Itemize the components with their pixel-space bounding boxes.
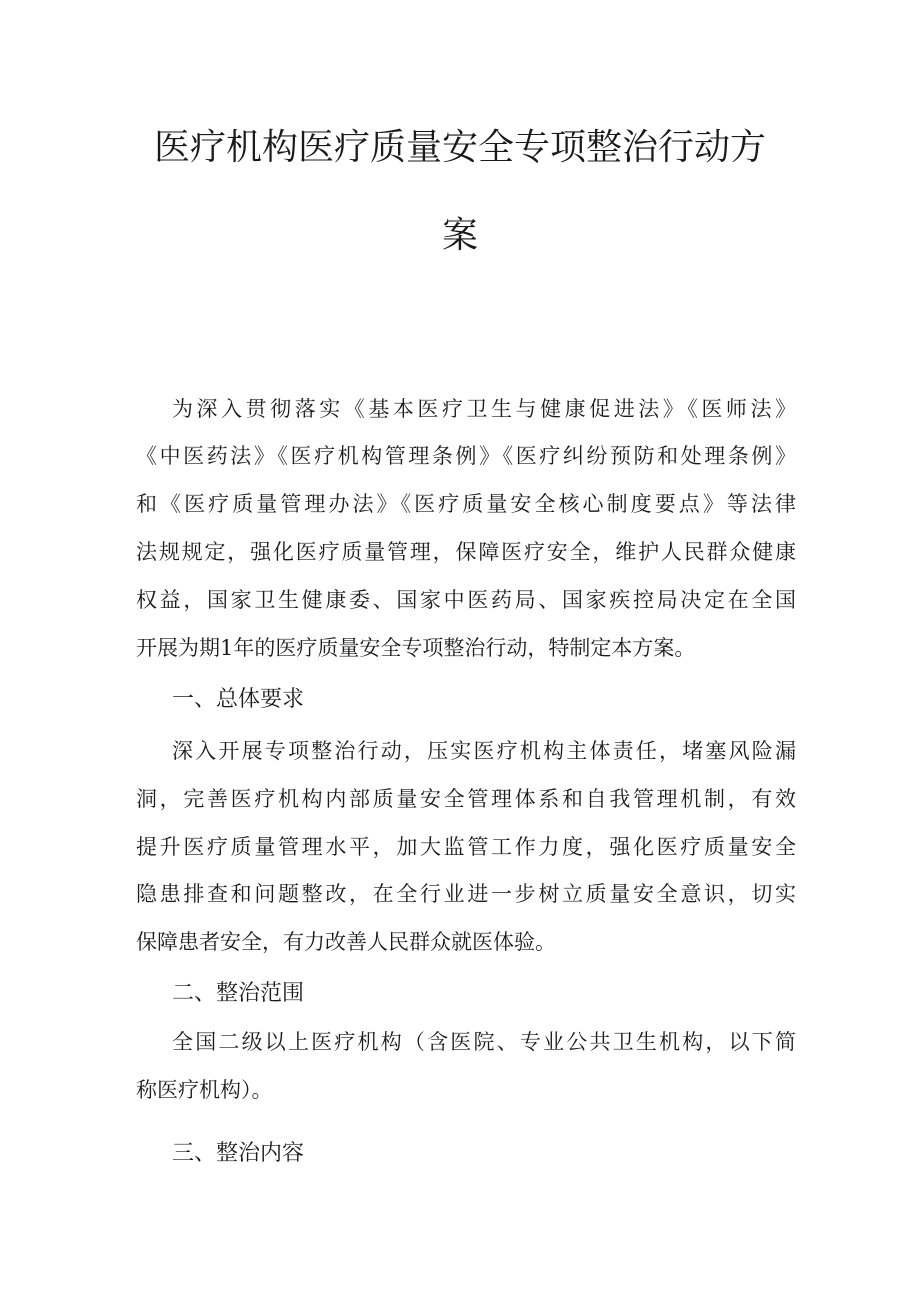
section1-line-3: 提升医疗质量管理水平，加大监管工作力度，强化医疗质量安全 — [136, 835, 796, 859]
intro-line-6: 开展为期1年的医疗质量安全专项整治行动，特制定本方案。 — [136, 636, 696, 660]
intro-line-1: 为深入贯彻落实《基本医疗卫生与健康促进法》《医师法》 — [172, 397, 796, 421]
section-heading-content: 三、整治内容 — [172, 1141, 305, 1166]
section1-line-2: 洞，完善医疗机构内部质量安全管理体系和自我管理机制，有效 — [136, 787, 796, 811]
section-heading-overall-requirements: 一、总体要求 — [172, 687, 305, 712]
section1-line-5: 保障患者安全，有力改善人民群众就医体验。 — [136, 930, 556, 954]
section1-line-1: 深入开展专项整治行动，压实医疗机构主体责任，堵塞风险漏 — [172, 739, 796, 763]
section2-line-1: 全国二级以上医疗机构（含医院、专业公共卫生机构，以下简 — [172, 1030, 796, 1054]
document-title-line-1: 医疗机构医疗质量安全专项整治行动方 — [153, 127, 766, 168]
section1-line-4: 隐患排查和问题整改，在全行业进一步树立质量安全意识，切实 — [136, 882, 796, 906]
intro-line-4: 法规规定，强化医疗质量管理，保障医疗安全，维护人民群众健康 — [136, 540, 796, 564]
intro-line-5: 权益，国家卫生健康委、国家中医药局、国家疾控局决定在全国 — [136, 588, 796, 612]
intro-line-2: 《中医药法》《医疗机构管理条例》《医疗纠纷预防和处理条例》 — [136, 444, 796, 468]
intro-line-3: 和《医疗质量管理办法》《医疗质量安全核心制度要点》等法律 — [136, 492, 796, 516]
section2-line-2: 称医疗机构）。 — [136, 1078, 273, 1102]
document-title-line-2: 案 — [441, 215, 478, 256]
section-heading-scope: 二、整治范围 — [172, 981, 305, 1006]
